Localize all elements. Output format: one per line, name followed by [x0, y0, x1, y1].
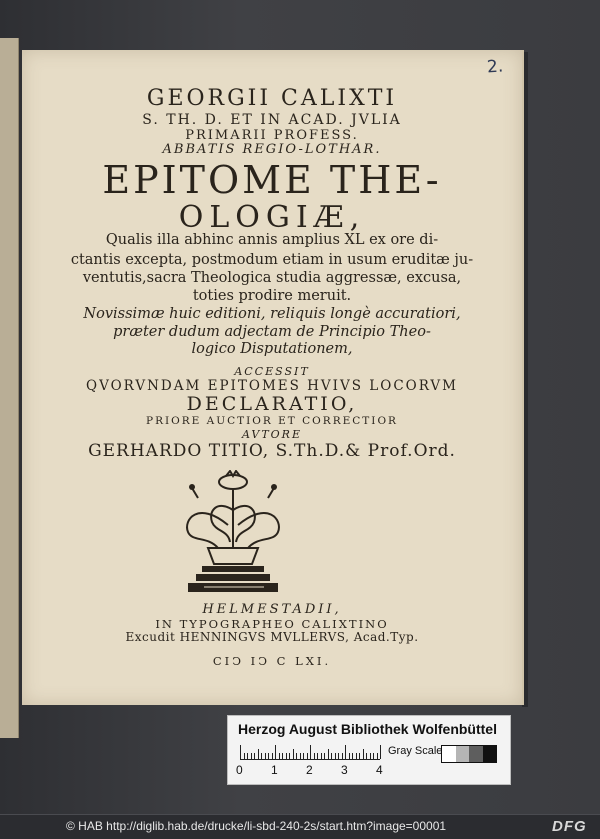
ruler-tick	[331, 753, 332, 759]
ruler-tick	[342, 753, 343, 759]
description-line-2: ctantis excepta, postmodum etiam in usum eruditæ ju-	[70, 252, 474, 268]
autore-heading: AVTORE	[241, 428, 302, 441]
description-line-4: toties prodire meruit.	[192, 288, 352, 304]
ruler-tick	[265, 753, 266, 759]
gray-scale-label: Gray Scale	[388, 745, 443, 757]
ruler-tick	[352, 753, 353, 759]
ruler-tick	[349, 753, 350, 759]
ruler-tick	[314, 753, 315, 759]
ruler-tick	[328, 749, 329, 759]
ruler-tick	[317, 753, 318, 759]
edition-note-line-2: præter dudum adjectam de Principio Theo-	[113, 324, 431, 340]
ruler-tick	[286, 753, 287, 759]
author-abbacy: ABBATIS REGIO-LOTHAR.	[162, 142, 382, 157]
ruler-tick	[254, 753, 255, 759]
ruler-tick	[307, 753, 308, 759]
imprint-printer: Excudit HENNINGVS MVLLERVS, Acad.Typ.	[125, 630, 419, 644]
ruler-tick	[366, 753, 367, 759]
ruler-tick	[321, 753, 322, 759]
ruler-tick	[244, 753, 245, 759]
ruler-tick	[310, 745, 311, 759]
main-title-line-2: OLOGIÆ,	[178, 200, 366, 235]
ruler-tick	[240, 745, 241, 759]
ruler-tick	[359, 753, 360, 759]
ruler-tick	[272, 753, 273, 759]
book-binding-edge	[0, 38, 19, 738]
ruler-tick	[296, 753, 297, 759]
ruler-label-1: 1	[271, 763, 278, 777]
author-name: GEORGII CALIXTI	[146, 86, 398, 111]
footer-bar	[0, 814, 600, 839]
ruler-tick	[293, 749, 294, 759]
main-title-line-1: EPITOME THE-	[102, 158, 442, 202]
ruler-tick	[335, 753, 336, 759]
gray-swatch-1	[456, 746, 470, 762]
gray-swatch-0	[442, 746, 456, 762]
edition-note-line-3: logico Disputationem,	[191, 341, 353, 357]
ruler-label-2: 2	[306, 763, 313, 777]
ruler-tick	[345, 745, 346, 759]
dfg-logo: DFG	[552, 818, 587, 835]
color-reference-card	[227, 715, 511, 785]
quorundam-line: QVORVNDAM EPITOMES HVIVS LOCORVM	[86, 378, 458, 394]
description-line-3: ventutis,sacra Theologica studia aggressæ, excusa,	[82, 270, 462, 286]
library-name: Herzog August Bibliothek Wolfenbüttel	[238, 721, 497, 737]
ruler-tick	[268, 753, 269, 759]
declaratio-line: DECLARATIO,	[186, 393, 358, 415]
ruler-tick	[303, 753, 304, 759]
ruler-tick	[380, 745, 381, 759]
imprint-place: HELMESTADII,	[202, 602, 342, 617]
edition-note-line-1: Novissimæ huic editioni, reliquis longè accuratiori,	[83, 306, 461, 322]
ruler-tick	[373, 753, 374, 759]
ruler-tick	[251, 753, 252, 759]
ruler-label-4: 4	[376, 763, 383, 777]
ruler-tick	[338, 753, 339, 759]
gray-swatch-3	[483, 746, 497, 762]
ruler-label-3: 3	[341, 763, 348, 777]
ruler-tick	[247, 753, 248, 759]
gray-scale-swatches	[441, 745, 497, 763]
ruler-tick	[258, 749, 259, 759]
description-line-1: Qualis illa abhinc annis amplius XL ex ore di-	[105, 232, 439, 248]
accessit-heading: ACCESSIT	[234, 365, 310, 378]
ruler-tick	[261, 753, 262, 759]
ruler-tick	[289, 753, 290, 759]
handwritten-shelfmark: 2.	[486, 56, 504, 78]
copyright-url[interactable]: © HAB http://diglib.hab.de/drucke/li-sbd-240-2s/start.htm?image=00001	[66, 819, 447, 833]
imprint-press: IN TYPOGRAPHEO CALIXTINO	[155, 617, 389, 631]
printers-device-ornament	[178, 470, 288, 600]
ruler-tick	[370, 753, 371, 759]
ruler-tick	[356, 753, 357, 759]
ruler-tick	[279, 753, 280, 759]
author-degree: S. TH. D. ET IN ACAD. JVLIA	[142, 112, 402, 128]
ruler-tick	[275, 745, 276, 759]
ruler-tick	[363, 749, 364, 759]
gray-swatch-2	[469, 746, 483, 762]
editor-name: GERHARDO TITIO, S.Th.D.& Prof.Ord.	[88, 441, 456, 461]
ruler-label-0: 0	[236, 763, 243, 777]
author-office: PRIMARII PROFESS.	[185, 128, 359, 143]
ruler-tick	[282, 753, 283, 759]
priore-line: PRIORE AUCTIOR ET CORRECTIOR	[146, 415, 398, 427]
ruler-tick	[300, 753, 301, 759]
scale-ruler	[240, 743, 380, 760]
ruler-tick	[324, 753, 325, 759]
ruler-tick	[377, 753, 378, 759]
imprint-year: CIↃ IↃ C LXI.	[212, 654, 332, 668]
